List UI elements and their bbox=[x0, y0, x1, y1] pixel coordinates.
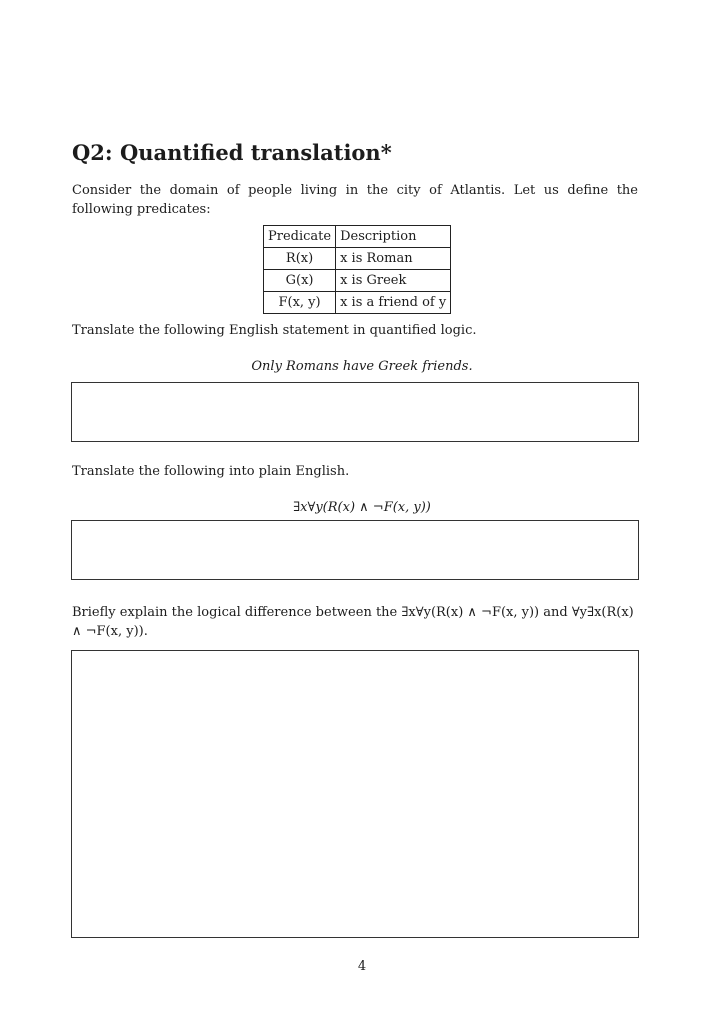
predicate-cell: R(x) bbox=[264, 248, 336, 270]
part2-prompt: Translate the following into plain English. bbox=[72, 464, 350, 479]
column-header-description: Description bbox=[336, 226, 451, 248]
answer-box-2[interactable] bbox=[71, 520, 639, 580]
page-number: 4 bbox=[357, 959, 367, 974]
description-cell: x is a friend of y bbox=[336, 292, 451, 314]
english-statement: Only Romans have Greek friends. bbox=[251, 359, 473, 374]
answer-box-3[interactable] bbox=[71, 650, 639, 938]
column-header-predicate: Predicate bbox=[264, 226, 336, 248]
part3-prompt: Briefly explain the logical difference between the ∃x∀y(R(x) ∧ ¬F(x, y)) and ∀y∃x(R(x) ∧ ¬F(x, y)). bbox=[72, 605, 634, 639]
part1-prompt: Translate the following English statement in quantified logic. bbox=[72, 323, 477, 338]
question-heading: Q2: Quantified translation* bbox=[72, 140, 392, 165]
description-cell: x is Greek bbox=[336, 270, 451, 292]
intro-paragraph: Consider the domain of people living in the city of Atlantis. Let us define the following predicates: bbox=[72, 183, 638, 217]
predicate-cell: F(x, y) bbox=[264, 292, 336, 314]
table-row bbox=[264, 248, 451, 270]
predicate-cell: G(x) bbox=[264, 270, 336, 292]
table-row bbox=[264, 270, 451, 292]
logic-formula: ∃x∀y(R(x) ∧ ¬F(x, y)) bbox=[293, 500, 431, 515]
table-header-row bbox=[264, 226, 451, 248]
answer-box-1[interactable] bbox=[71, 382, 639, 442]
description-cell: x is Roman bbox=[336, 248, 451, 270]
predicate-table bbox=[263, 225, 451, 314]
table-row bbox=[264, 292, 451, 314]
